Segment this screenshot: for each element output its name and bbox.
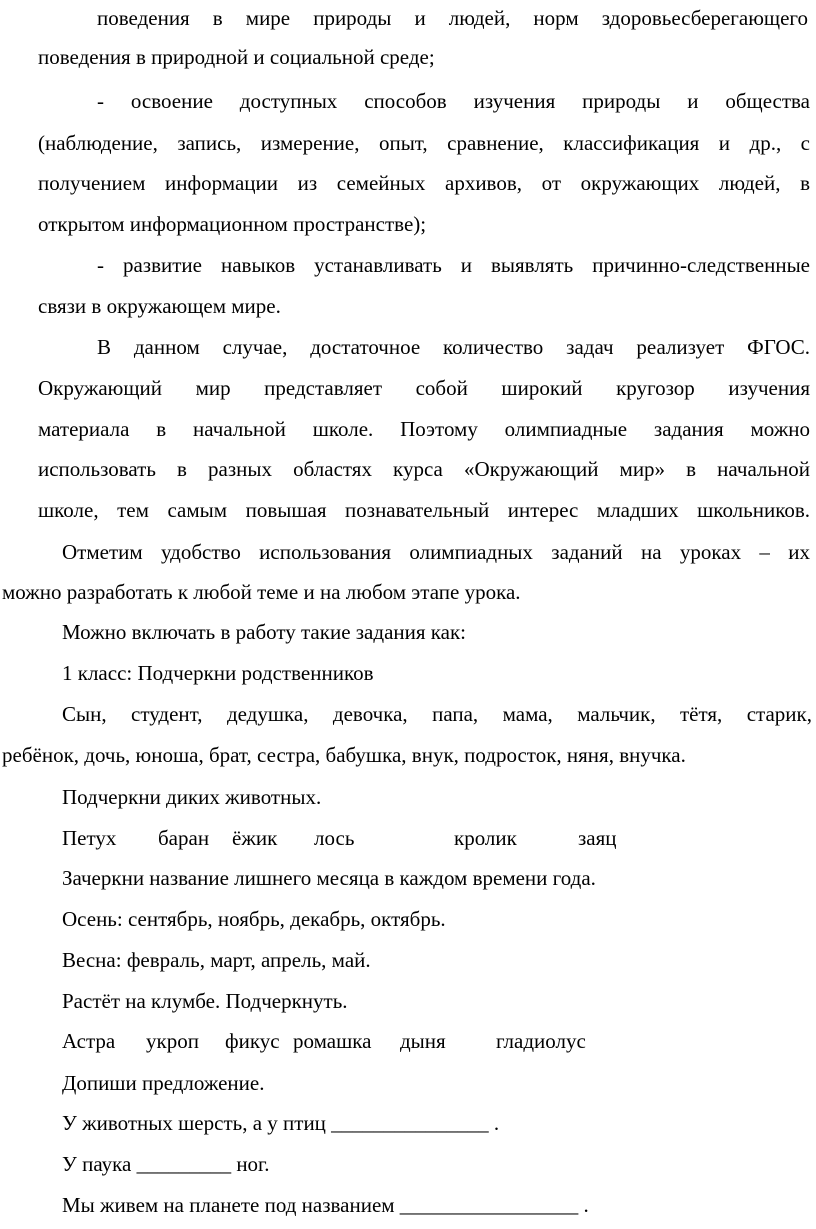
text-line: Сын, студент, дедушка, девочка, папа, мама, мальчик, тётя, старик, [62,702,812,726]
text-line: поведения в природной и социальной среде; [38,45,435,69]
fill-in-sentence: У животных шерсть, а у птиц _______________ . [62,1111,500,1135]
text-line: использовать в разных областях курса «Окружающий мир» в начальной [38,457,810,481]
text-line: Зачеркни название лишнего месяца в каждом времени года. [62,866,596,890]
text-line: 1 класс: Подчеркни родственников [62,661,374,685]
text-line: открытом информационном пространстве); [38,212,427,236]
word: ромашка [293,1029,372,1053]
text-line: поведения в мире природы и людей, норм здоровьесберегающего [97,6,808,30]
word: укроп [146,1029,199,1053]
word: кролик [454,826,517,850]
text-line: Подчеркни диких животных. [62,785,322,809]
text-line: можно разработать к любой теме и на любом этапе урока. [2,580,521,604]
word: Петух [62,826,117,850]
text-line: Допиши предложение. [62,1071,265,1095]
text-line: школе, тем самым повышая познавательный интерес младших школьников. [38,498,810,522]
text-line: Растёт на клумбе. Подчеркнуть. [62,989,348,1013]
fill-in-sentence: Мы живем на планете под названием _________________ . [62,1193,589,1217]
word: заяц [578,826,617,850]
text-line: (наблюдение, запись, измерение, опыт, сравнение, классификация и др., с [38,131,810,155]
fill-in-sentence: У паука _________ ног. [62,1152,270,1176]
text-line: ребёнок, дочь, юноша, брат, сестра, бабушка, внук, подросток, няня, внучка. [2,743,686,767]
text-line: Осень: сентябрь, ноябрь, декабрь, октябрь. [62,907,446,931]
text-line: Отметим удобство использования олимпиадных заданий на уроках – их [62,540,810,564]
word: ёжик [232,826,278,850]
word: баран [158,826,210,850]
word: дыня [400,1029,446,1053]
text-line: материала в начальной школе. Поэтому олимпиадные задания можно [38,417,810,441]
text-line: Можно включать в работу такие задания как: [62,620,467,644]
word: фикус [225,1029,280,1053]
word: лось [314,826,355,850]
word: Астра [62,1029,116,1053]
text-line: Окружающий мир представляет собой широкий кругозор изучения [38,376,810,400]
text-line: Весна: февраль, март, апрель, май. [62,948,371,972]
text-line: получением информации из семейных архивов, от окружающих людей, в [38,171,810,195]
text-line: связи в окружающем мире. [38,294,281,318]
text-line: - освоение доступных способов изучения природы и общества [97,89,810,113]
text-line: В данном случае, достаточное количество задач реализует ФГОС. [97,335,810,359]
word: гладиолус [496,1029,586,1053]
text-line: - развитие навыков устанавливать и выявлять причинно-следственные [97,253,810,277]
